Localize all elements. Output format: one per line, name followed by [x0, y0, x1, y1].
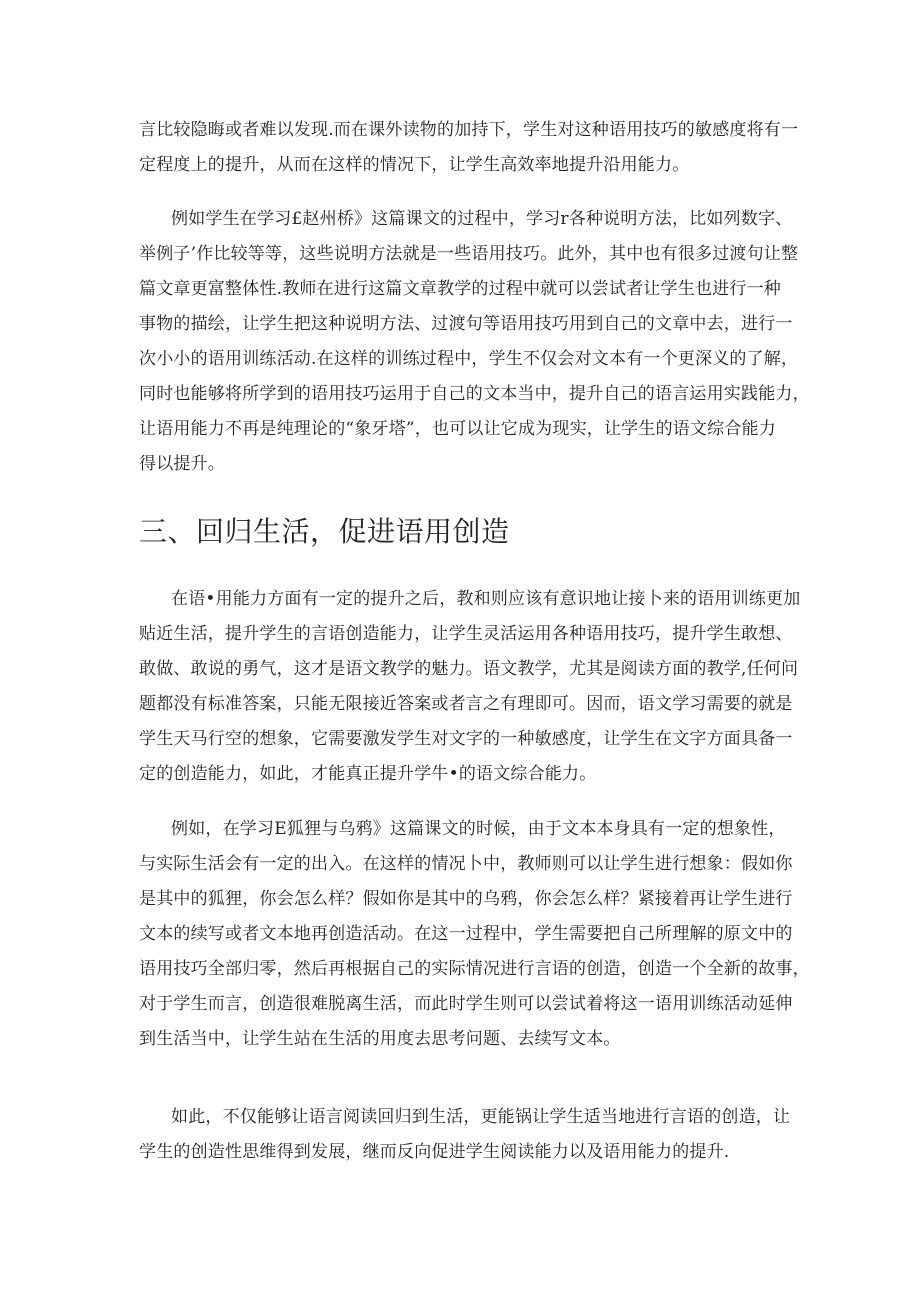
text-line: 敢做、敢说的勇气，这才是语文教学的魅力。语文教学，尤其是阅读方面的教学,任何问	[139, 659, 799, 679]
text-line: 同时也能够将所学到的语用技巧运用于自己的文本当中，提升自己的语言运用实践能力，	[139, 384, 810, 404]
paragraph-5	[139, 1100, 795, 1170]
paragraph-2	[139, 202, 810, 482]
text-line: 得以提升。	[139, 454, 225, 474]
text-line: 是其中的狐狸，你会怎么样？假如你是其中的乌鸦，你会怎么样？紧接着再让学生进行	[139, 889, 793, 909]
text-line: 学生天马行空的想象，它需要激发学生对文字的一种敏感度，让学生在文字方面具备一	[139, 729, 793, 749]
text-line: 在语•用能力方面有一定的提升之后，教和则应该有意识地让接卜来的语用训练更加	[171, 589, 801, 609]
paragraph-3	[139, 582, 801, 792]
text-line: 次小小的语用训练活动.在这样的训练过程中，学生不仅会对文本有一个更深义的了解，	[139, 349, 799, 369]
text-line: 如此，不仅能够让语言阅读回归到生活，更能锅让学生适当地进行言语的创造，让	[171, 1107, 791, 1127]
text-line: 举例子’作比较等等，这些说明方法就是一些语用技巧。此外，其中也有很多过渡句让整	[139, 244, 799, 264]
text-line: 对于学生而言，创造很难脱离生活，而此时学生则可以尝试着将这一语用训练活动延伸	[139, 994, 793, 1014]
text-line: 贴近生活，提升学生的言语创造能力，让学生灵活运用各种语用技巧，提升学生敢想、	[139, 624, 793, 644]
text-line: 例如，在学习E狐狸与乌鸦》这篇课文的时候，由于文本本身具有一定的想象性，	[171, 819, 786, 839]
text-line: 定的创造能力，如此，才能真正提升学牛•的语文综合能力。	[139, 764, 597, 784]
text-line: 事物的描绘，让学生把这种说明方法、过渡句等语用技巧用到自己的文章中去，进行一	[139, 314, 793, 334]
text-line: 定程度上的提升，从而在这样的情况下，让学生高效率地提升沿用能力。	[139, 155, 690, 175]
paragraph-1	[139, 113, 799, 183]
section-heading: 三、回归生活，促进语用创造	[139, 515, 510, 548]
text-line: 文本的续写或者文本地再创造活动。在这一过程中，学生需要把自己所理解的原文中的	[139, 924, 793, 944]
text-line: 让语用能力不再是纯理论的“象牙塔”，也可以让它成为现实，让学生的语文综合能力	[139, 419, 776, 439]
text-line: 语用技巧全部归零，然后再根据自己的实际情况进行言语的创造，创造一个全新的故事，	[139, 959, 810, 979]
text-line: 到生活当中，让学生站在生活的用度去思考问题、去续写文本。	[139, 1029, 621, 1049]
text-line: 学生的创造性思维得到发展，继而反向促进学生阅读能力以及语用能力的提升.	[139, 1142, 730, 1162]
text-line: 例如学生在学习£赵州桥》这篇课文的过程中，学习r各种说明方法，比如列数字、	[171, 209, 793, 229]
text-line: 与实际生活会有一定的出入。在这样的情况卜中，教师则可以让学生进行想象：假如你	[139, 854, 793, 874]
text-line: 题都没有标准答案，只能无限接近答案或者言之有理即可。因而，语文学习需要的就是	[139, 694, 793, 714]
paragraph-4	[139, 812, 810, 1057]
text-line: 篇文章更富整体性.教师在进行这篇文章教学的过程中就可以尝试者让学生也进行一种	[139, 279, 782, 299]
text-line: 言比较隐晦或者难以发现.而在课外读物的加持下，学生对这种语用技巧的敏感度将有一	[139, 120, 799, 140]
